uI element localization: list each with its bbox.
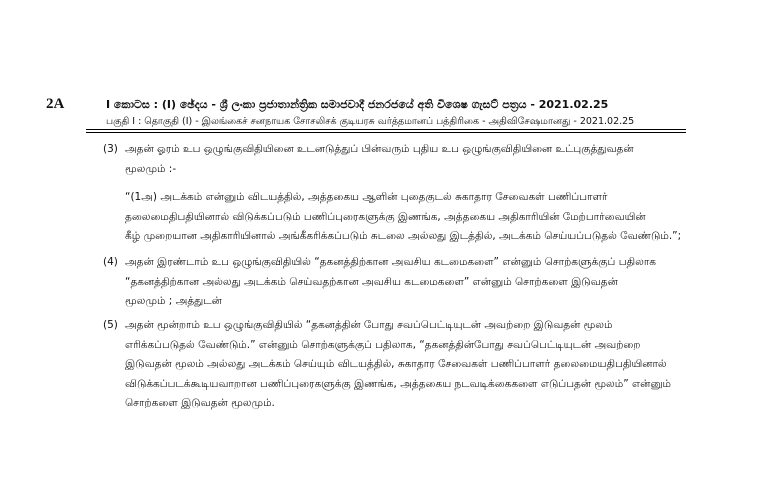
- quote-line: கீழ் முறையான அதிகாரியினால் அங்கீகரிக்கப்படும் சுடலை அல்லது இடத்தில், அடக்கம் செய்யப்படுதல் வேண்டும்.”;: [125, 230, 682, 242]
- header-rule-bottom: [86, 132, 686, 133]
- header-tamil: பகுதி I : தொகுதி (I) - இலங்கைச் சனநாயக சோசலிசக் குடியரசு வர்த்தமானப் பத்திரிகை - அதிவிசேஷமானது - 2021.02.25: [106, 116, 635, 127]
- item-line: “தகனத்திற்கான அல்லது அடக்கம் செய்வதற்கான அவசிய கடமைகளை” என்னும் சொற்களை இடுவதன்: [125, 275, 618, 288]
- page-number: 2A: [46, 96, 65, 112]
- item-number: (5): [103, 319, 118, 331]
- quote-line: தலைமைதிபதியினால் விடுக்கப்படும் பணிப்புரைகளுக்கு இணங்க, அத்தகைய அதிகாரியின் மேற்பார்வையின்: [125, 210, 646, 223]
- header-sinhala: I කොටස : (I) ඡේදය - ශ්‍රී ලංකා ප්‍රජාතාන්ත්‍රික සමාජවාදී ජනරජයේ අති විශෙෂ ගැසට් පත්‍රය - 2021.02.25: [106, 98, 609, 111]
- item-line: அதன் மூன்றாம் உப ஒழுங்குவிதியில் “தகனத்தின் போது சவப்பெட்டியுடன் அவற்றை இடுவதன் மூலம்: [125, 319, 613, 331]
- item-line: மூலமும் ; அத்துடன்: [125, 295, 222, 307]
- item-line: மூலமும் :-: [125, 162, 177, 175]
- amendment-item-4: [103, 253, 688, 312]
- item-line: அதன் ஓரம் உப ஒழுங்குவிதியினை உடனடுத்துப் பின்வரும் புதிய உப ஒழுங்குவிதியினை உட்புகுத்துவதன்: [125, 143, 634, 155]
- amendment-item-3: [103, 140, 688, 179]
- quote-line: “(1அ) அடக்கம் என்னும் விடயத்தில், அத்தகைய ஆளின் புதைகுடல் சுகாதார சேவைகள் பணிப்பாளர்: [125, 191, 608, 203]
- item-number: (3): [103, 143, 118, 155]
- item-line: இடுவதன் மூலம் அல்லது அடக்கம் செய்யும் விடயத்தில், சுகாதார சேவைகள் பணிப்பாளர் தலைமையதிபதியினால்: [125, 358, 667, 370]
- amendment-item-5: [103, 316, 688, 414]
- item-line: சொற்களை இடுவதன் மூலமும்.: [125, 397, 275, 409]
- inserted-regulation-1a: [125, 188, 687, 247]
- header-rule-top: [86, 129, 686, 130]
- item-line: எரிக்கப்படுதல் வேண்டும்.” என்னும் சொற்களுக்குப் பதிலாக, “தகனத்தின்போது சவப்பெட்டியுடன் அவற்றை: [125, 338, 641, 351]
- item-number: (4): [103, 256, 118, 268]
- item-line: அதன் இரண்டாம் உப ஒழுங்குவிதியில் “தகனத்திற்கான அவசிய கடமைகளை” என்னும் சொற்களுக்குப் பதிலாக: [125, 256, 657, 268]
- item-line: விடுக்கப்படக்கூடியவாறான பணிப்புரைகளுக்கு இணங்க, அத்தகைய நடவடிக்கைகளை எடுப்பதன் மூலம்” என்னும்: [125, 377, 671, 390]
